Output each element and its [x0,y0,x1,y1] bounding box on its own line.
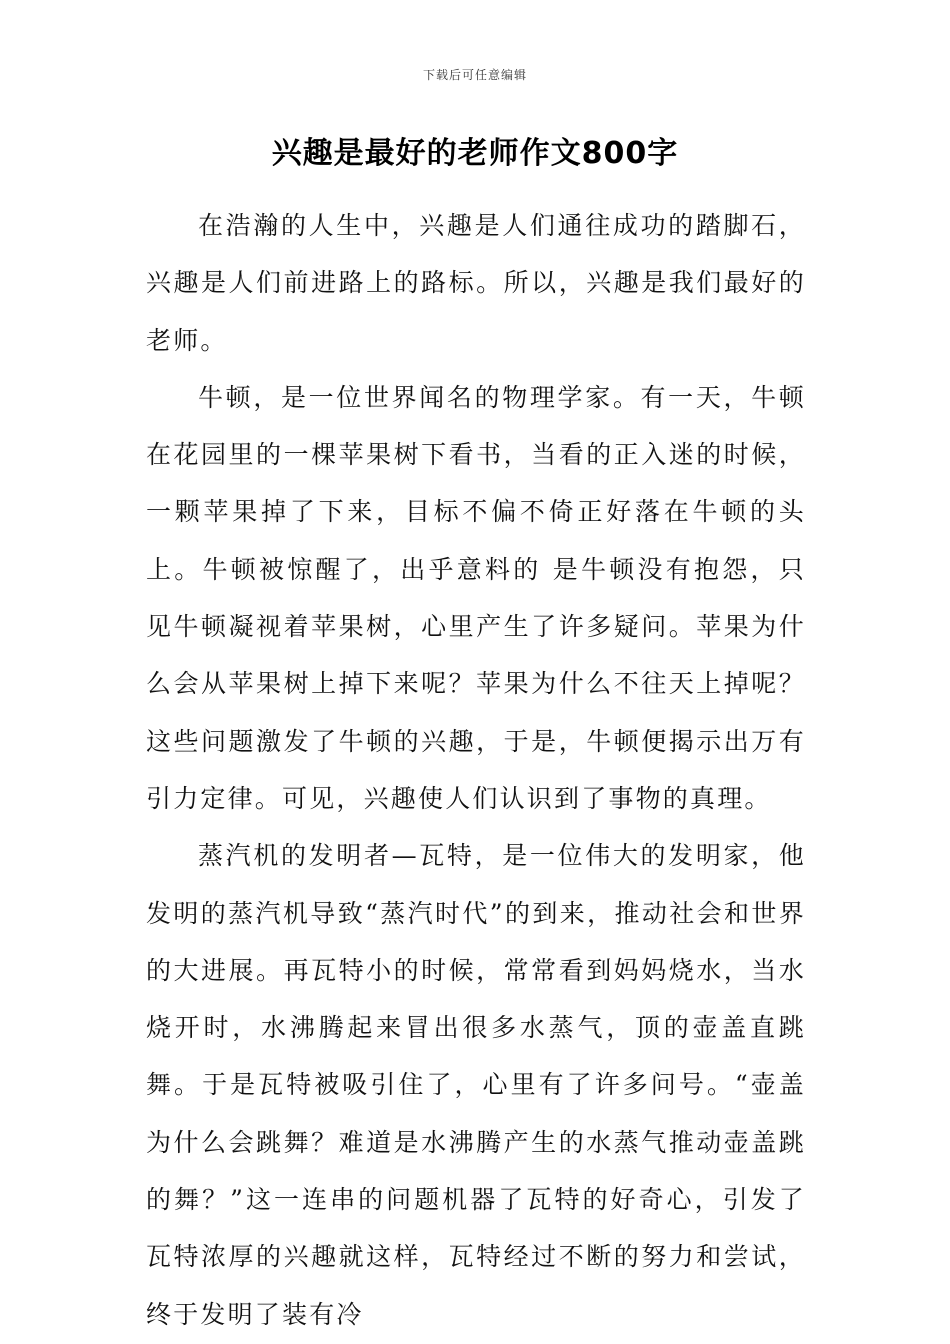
header-note: 下载后可任意编辑 [422,68,527,82]
paragraph-watt: 蒸汽机的发明者—瓦特，是一位伟大的发明家，他发明的蒸汽机导致“蒸汽时代”的到来，推动社会和世界的大进展。再瓦特小的时候，常常看到妈妈烧水，当水烧开时，水沸腾起来冒出很多水蒸气，顶的壶盖直跳舞。于是瓦特被吸引住了，心里有了许多问号。“壶盖为什么会跳舞？难道是水沸腾产生的水蒸气推动壶盖跳的舞？”这一连串的问题机器了瓦特的好奇心，引发了瓦特浓厚的兴趣就这样，瓦特经过不断的努力和尝试，终于发明了装有冷 [146,841,806,1329]
paragraph-newton: 牛顿，是一位世界闻名的物理学家。有一天，牛顿在花园里的一棵苹果树下看书，当看的正入迷的时候，一颗苹果掉了下来，目标不偏不倚正好落在牛顿的头上。牛顿被惊醒了，出乎意料的 是牛顿没有抱怨，只见牛顿凝视着苹果树，心里产生了许多疑问。苹果为什么会从苹果树上掉下来呢？苹果为什么不往天上掉呢？这些问题激发了牛顿的兴趣，于是，牛顿便揭示出万有引力定律。可见，兴趣使人们认识到了事物的真理。 [146,382,806,813]
document-title: 兴趣是最好的老师作文800字 [271,136,679,171]
document-body [146,197,806,1343]
paragraph-intro: 在浩瀚的人生中，兴趣是人们通往成功的踏脚石，兴趣是人们前进路上的路标。所以，兴趣是我们最好的老师。 [146,211,806,355]
